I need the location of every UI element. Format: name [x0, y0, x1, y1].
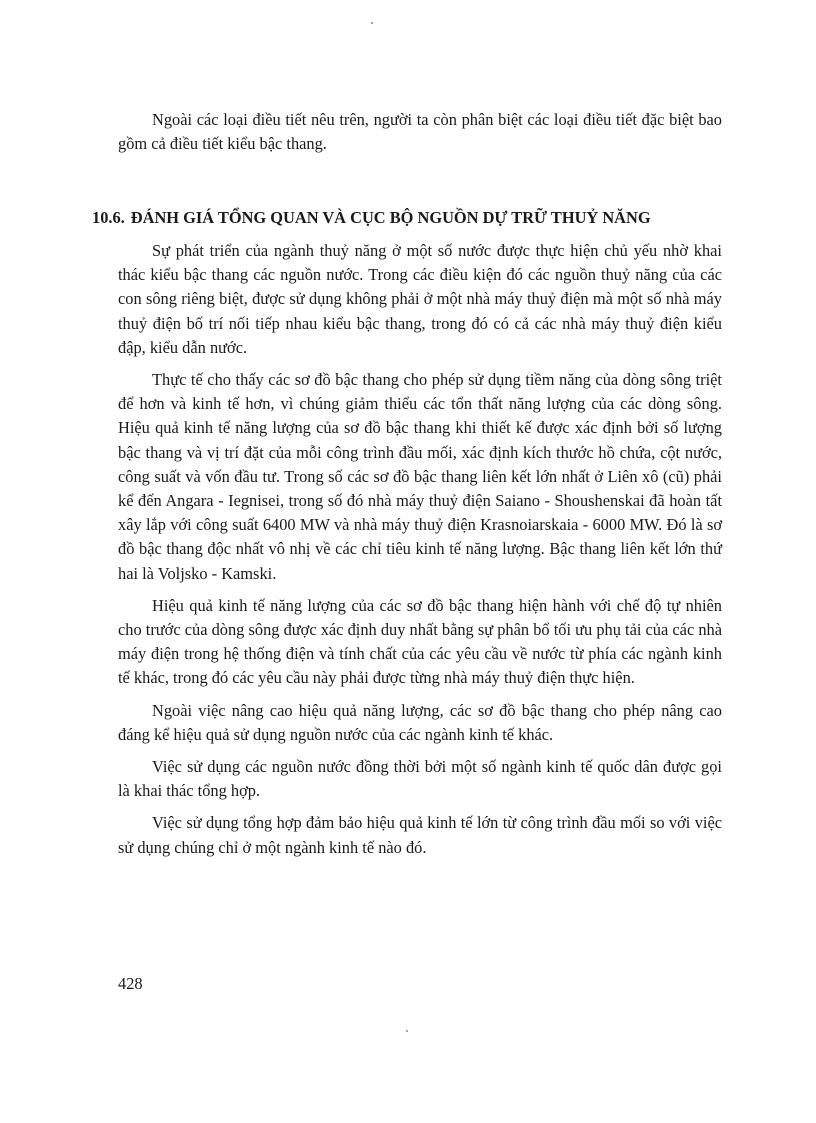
- page-number: 428: [118, 974, 143, 993]
- body-paragraph-5: Việc sử dụng các nguồn nước đồng thời bởi một số ngành kinh tế quốc dân được gọi là khai thác tổng hợp.: [118, 756, 722, 801]
- body-paragraph-3: Hiệu quả kinh tế năng lượng của các sơ đồ bậc thang hiện hành với chế độ tự nhiên cho trước của dòng sông được xác định duy nhất bằng sự phân bổ tối ưu phụ tải của các nhà máy điện trong hệ thống điện và tính chất của các yêu cầu về nước từ phía các ngành kinh tế khác, trong đó các yêu cầu này phải được từng nhà máy thuỷ điện thực hiện.: [118, 595, 722, 688]
- section-title: ĐÁNH GIÁ TỔNG QUAN VÀ CỤC BỘ NGUỒN DỰ TRỮ THUỶ NĂNG: [130, 208, 651, 228]
- scan-speck-bottom: [406, 1030, 408, 1032]
- intro-paragraph: Ngoài các loại điều tiết nêu trên, người ta còn phân biệt các loại điều tiết đặc biệt bao gồm cả điều tiết kiểu bậc thang.: [118, 110, 722, 154]
- body-paragraph-1: Sự phát triển của ngành thuỷ năng ở một số nước được thực hiện chủ yếu nhờ khai thác kiểu bậc thang các nguồn nước. Trong các điều kiện đó các nguồn thuỷ năng của các con sông riêng biệt, được sử dụng không phải ở một nhà máy thuỷ điện mà một số nhà máy thuỷ điện bố trí nối tiếp nhau kiểu bậc thang, trong đó có cả các nhà máy thuỷ điện kiểu đập, kiểu dẫn nước.: [118, 240, 722, 357]
- scan-speck-top: [371, 22, 373, 24]
- body-paragraph-2: Thực tế cho thấy các sơ đồ bậc thang cho phép sử dụng tiềm năng của dòng sông triệt để hơn và kinh tế hơn, vì chúng giảm thiểu các tổn thất năng lượng của các dòng sông. Hiệu quả kinh tế năng lượng của sơ đồ bậc thang khi thiết kế được xác định bởi số lượng bậc thang và vị trí đặt của mỗi công trình đầu mối, xác định kích thước hồ chứa, cột nước, công suất và vốn đầu tư. Trong số các sơ đồ bậc thang liên kết lớn nhất ở Liên xô (cũ) phải kể đến Angara - Iegnisei, trong số đó nhà máy thuỷ điện Saiano - Shoushenskai đã hoàn tất xây lắp với công suất 6400 MW và nhà máy thuỷ điện Krasnoiarskaia - 6000 MW. Đó là sơ đồ bậc thang độc nhất vô nhị về các chỉ tiêu kinh tế năng lượng. Bậc thang liên kết lớn thứ hai là Voljsko - Kamski.: [118, 369, 722, 583]
- section-number: 10.6.: [92, 208, 125, 228]
- section-heading: [92, 206, 722, 231]
- body-paragraph-4: Ngoài việc nâng cao hiệu quả năng lượng, các sơ đồ bậc thang cho phép nâng cao đáng kể hiệu quả sử dụng nguồn nước của các ngành kinh tế khác.: [118, 700, 722, 744]
- document-page: [92, 108, 722, 868]
- body-paragraph-6: Việc sử dụng tổng hợp đảm bảo hiệu quả kinh tế lớn từ công trình đầu mối so với việc sử dụng chúng chỉ ở một ngành kinh tế nào đó.: [118, 813, 722, 857]
